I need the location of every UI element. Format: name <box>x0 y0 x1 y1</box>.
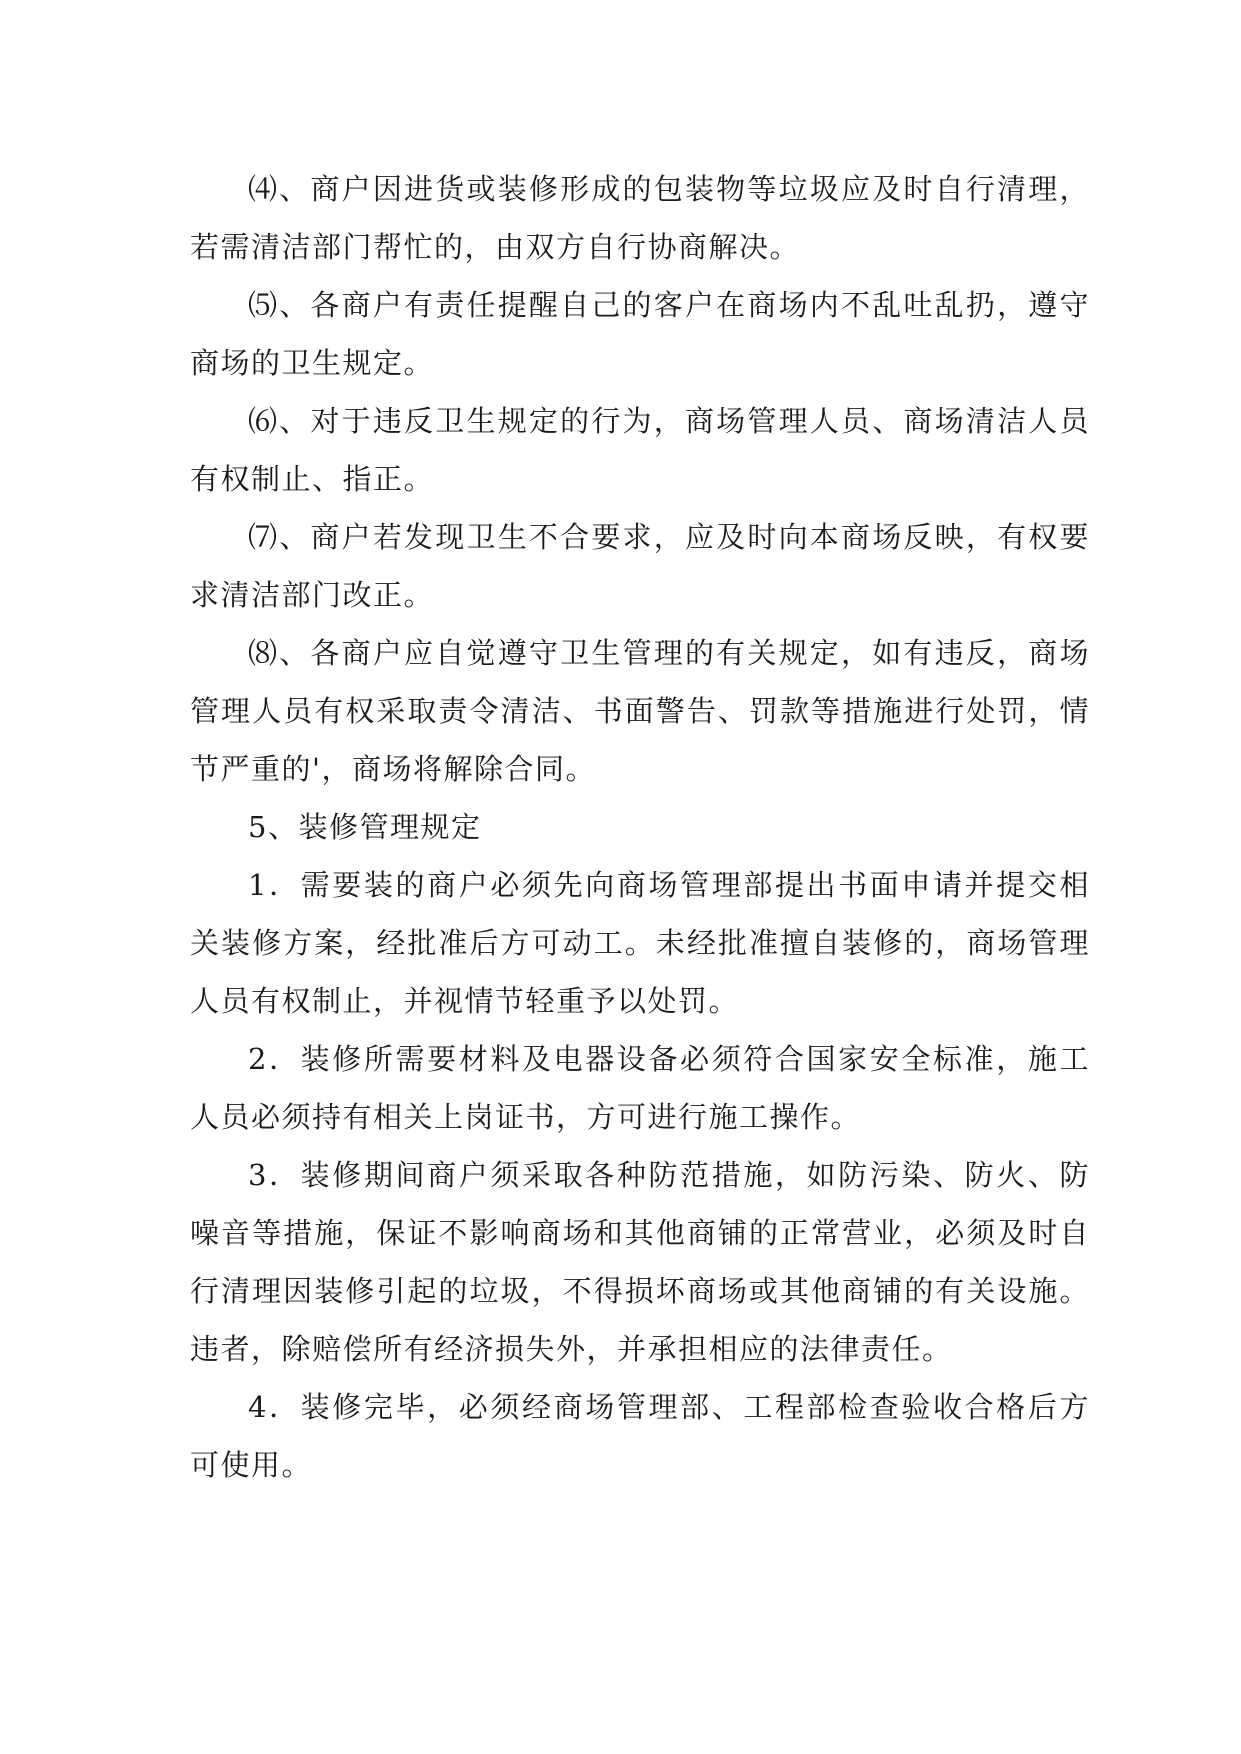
paragraph-renovation-1: 1．需要装的商户必须先向商场管理部提出书面申请并提交相关装修方案，经批准后方可动工。未经批准擅自装修的，商场管理人员有权制止，并视情节轻重予以处罚。 <box>190 868 1090 1018</box>
paragraph-sanitation-8: ⑻、各商户应自觉遵守卫生管理的有关规定，如有违反，商场管理人员有权采取责令清洁、书面警告、罚款等措施进行处罚，情节严重的'，商场将解除合同。 <box>190 636 1090 786</box>
document-body <box>190 160 1090 1494</box>
paragraph-sanitation-6: ⑹、对于违反卫生规定的行为，商场管理人员、商场清洁人员有权制止、指正。 <box>190 404 1090 496</box>
paragraph-sanitation-4: ⑷、商户因进货或装修形成的包装物等垃圾应及时自行清理，若需清洁部门帮忙的，由双方自行协商解决。 <box>190 172 1090 264</box>
section-heading-renovation: 5、装修管理规定 <box>248 810 482 844</box>
paragraph-renovation-3: 3．装修期间商户须采取各种防范措施，如防污染、防火、防噪音等措施，保证不影响商场和其他商铺的正常营业，必须及时自行清理因装修引起的垃圾，不得损坏商场或其他商铺的有关设施。违者，除赔偿所有经济损失外，并承担相应的法律责任。 <box>190 1158 1090 1366</box>
paragraph-sanitation-7: ⑺、商户若发现卫生不合要求，应及时向本商场反映，有权要求清洁部门改正。 <box>190 520 1090 612</box>
paragraph-renovation-2: 2．装修所需要材料及电器设备必须符合国家安全标准，施工人员必须持有相关上岗证书，方可进行施工操作。 <box>190 1042 1090 1134</box>
paragraph-renovation-4: 4．装修完毕，必须经商场管理部、工程部检查验收合格后方可使用。 <box>190 1390 1090 1482</box>
paragraph-sanitation-5: ⑸、各商户有责任提醒自己的客户在商场内不乱吐乱扔，遵守商场的卫生规定。 <box>190 288 1090 380</box>
